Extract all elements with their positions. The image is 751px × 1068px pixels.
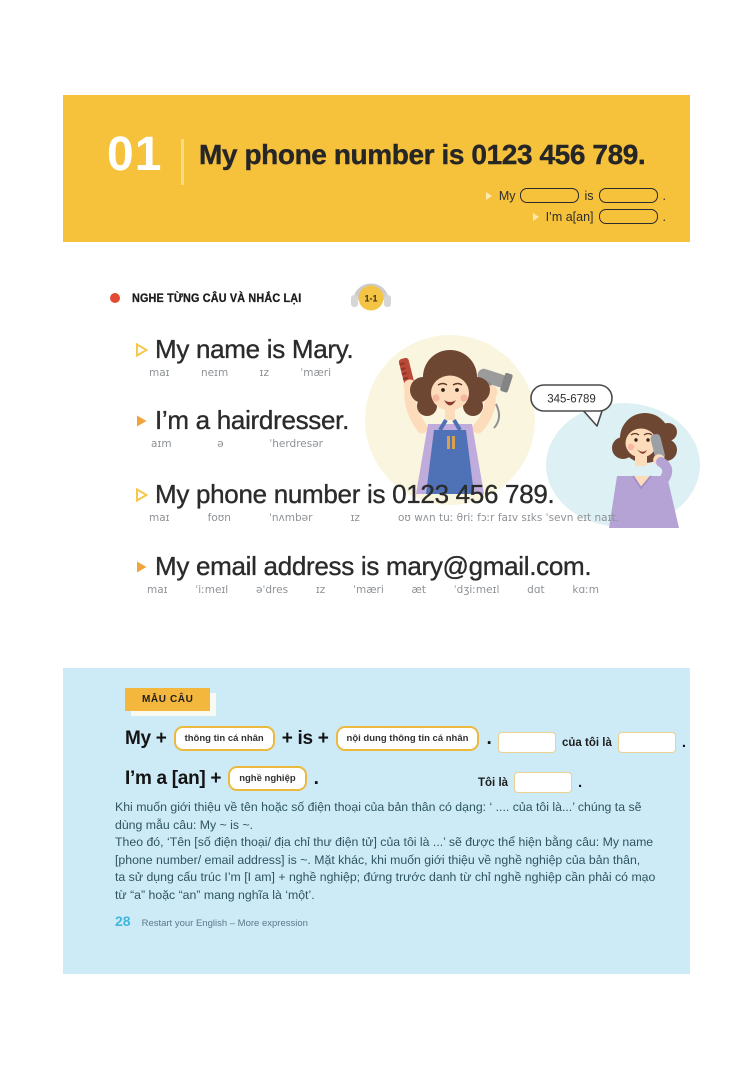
header-patterns	[486, 185, 666, 227]
triangle-outline-bullet-icon	[135, 487, 148, 503]
fill-in-blank-box	[498, 732, 556, 753]
speech-bubble-text: 345-6789	[547, 393, 596, 406]
note-line: ta sử dụng cấu trúc I’m [I am] + nghề nghiệp; đứng trước danh từ chỉ nghề nghiệp cần phải có mạo	[115, 870, 656, 885]
listen-section-header	[110, 284, 394, 312]
sentence-text: My email address is mary@gmail.com.	[155, 551, 592, 581]
pattern-period: .	[662, 209, 666, 224]
audio-track-number: 1-1	[364, 293, 378, 304]
pattern-period: .	[486, 727, 492, 749]
unit-header	[63, 95, 690, 242]
triangle-bullet-icon	[486, 192, 492, 200]
pattern-label-badge: MẪU CÂU	[125, 688, 210, 711]
sentence-item	[135, 334, 353, 379]
pattern-slot-box: nội dung thông tin cá nhân	[336, 726, 480, 751]
triangle-outline-bullet-icon	[135, 342, 148, 358]
note-line: Theo đó, ‘Tên [số điện thoại/ địa chỉ thư điện tử] của tôi là ...’ sẽ được thể hiện bằng câu: My name	[115, 835, 654, 850]
note-line: từ “a” hoặc “an” mang nghĩa là ‘một’.	[115, 887, 315, 902]
sentence-item	[135, 479, 619, 524]
unit-title: My phone number is 0123 456 789.	[199, 139, 646, 170]
headphones-audio-badge-icon	[348, 282, 394, 312]
pattern-period: .	[662, 188, 666, 203]
pattern-row-1-translation	[498, 732, 686, 753]
translation-text: Tôi là	[478, 776, 509, 789]
pattern-slot-box: nghề nghiệp	[228, 766, 306, 791]
section-title: NGHE TỪNG CÂU VÀ NHẮC LẠI	[132, 291, 302, 305]
pattern-word: is	[584, 188, 594, 203]
pattern-text: My +	[125, 727, 167, 749]
unit-number: 01	[107, 128, 163, 181]
pattern-period: .	[578, 774, 583, 791]
page-footer	[115, 913, 308, 929]
book-title: Restart your English – More expression	[141, 918, 308, 929]
ipa-transcription: maɪ neɪm ɪz ˈmæri	[149, 367, 331, 379]
pattern-text: + is +	[281, 727, 329, 749]
triangle-bullet-icon	[533, 213, 539, 221]
header-pattern-line-2	[486, 206, 666, 227]
pattern-word: My	[498, 188, 516, 203]
ipa-transcription: aɪm ə ˈherdresər	[151, 438, 323, 450]
sentence-text: My name is Mary.	[155, 334, 354, 364]
pattern-slot-box: thông tin cá nhân	[174, 726, 275, 751]
ipa-transcription: maɪ ˈiːmeɪl əˈdres ɪz ˈmæri æt ˈdʒiːmeɪl dɑt kɑːm	[147, 584, 599, 596]
fill-in-blank-box	[514, 772, 572, 793]
pattern-panel	[63, 668, 690, 974]
fill-in-blank-box	[599, 188, 658, 203]
note-line: dùng mẫu câu: My ~ is ~.	[115, 817, 254, 832]
fill-in-blank-box	[520, 188, 579, 203]
sentence-list	[63, 320, 690, 655]
sentence-text: I’m a hairdresser.	[155, 405, 350, 435]
sentence-text: My phone number is 0123 456 789.	[155, 479, 555, 509]
fill-in-blank-box	[618, 732, 676, 753]
header-divider	[181, 139, 184, 185]
pattern-row-1	[125, 726, 491, 751]
section-bullet-icon	[110, 293, 120, 303]
pattern-text: I’m a [an] +	[125, 767, 222, 789]
note-line: [phone number/ email address] is ~. Mặt khác, khi muốn giới thiệu về nghề nghiệp của bản thân,	[115, 852, 641, 867]
explanation-note	[115, 799, 655, 905]
ipa-transcription: maɪ foʊn ˈnʌmbər ɪz oʊ wʌn tuː θriː fɔːr faɪv sɪks ˈsevn eɪt naɪt.	[149, 512, 619, 524]
pattern-period: .	[681, 734, 687, 751]
note-line: Khi muốn giới thiệu về tên hoặc số điện thoại của bản thân có dạng: ‘ .... của tôi là...’ chúng ta sẽ	[115, 800, 642, 814]
triangle-filled-bullet-icon	[135, 559, 148, 575]
translation-text: của tôi là	[562, 736, 612, 749]
sentence-item	[135, 405, 349, 450]
pattern-row-2-translation	[478, 772, 582, 793]
fill-in-blank-box	[599, 209, 658, 224]
triangle-filled-bullet-icon	[135, 413, 148, 429]
header-pattern-line-1	[486, 185, 666, 206]
page-number: 28	[115, 913, 131, 929]
pattern-period: .	[313, 767, 319, 789]
pattern-word: I’m a[an]	[545, 209, 594, 224]
pattern-row-2	[125, 766, 319, 791]
sentence-item	[135, 551, 599, 596]
